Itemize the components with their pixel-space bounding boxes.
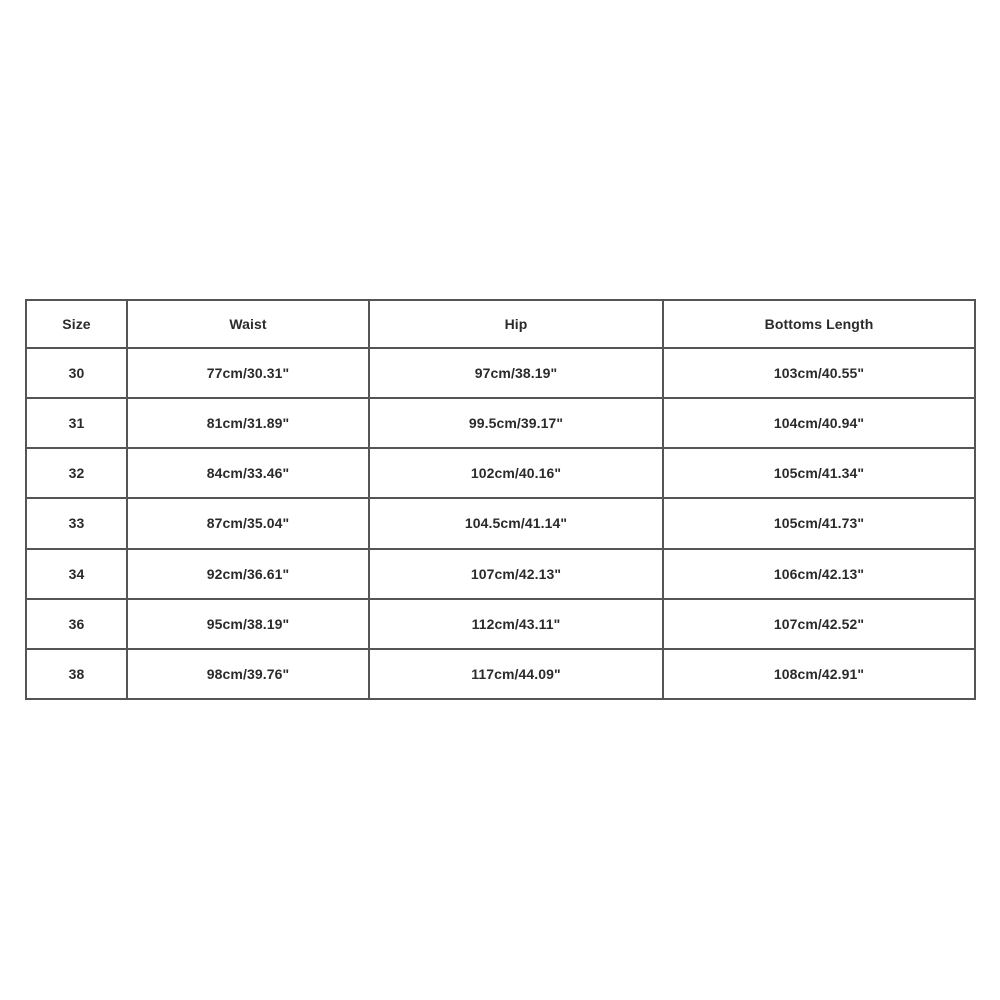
cell-bottoms-length: 104cm/40.94" (663, 398, 975, 448)
cell-waist: 87cm/35.04" (127, 498, 369, 548)
cell-waist: 98cm/39.76" (127, 649, 369, 699)
cell-size: 36 (26, 599, 127, 649)
cell-hip: 112cm/43.11" (369, 599, 663, 649)
table-header-row (26, 300, 975, 348)
header-size: Size (26, 300, 127, 348)
table-row (26, 398, 975, 448)
table-row (26, 649, 975, 699)
cell-hip: 107cm/42.13" (369, 549, 663, 599)
table-row (26, 498, 975, 548)
cell-hip: 99.5cm/39.17" (369, 398, 663, 448)
size-chart-table (25, 299, 976, 700)
cell-size: 38 (26, 649, 127, 699)
table-row (26, 448, 975, 498)
table-row (26, 599, 975, 649)
cell-hip: 117cm/44.09" (369, 649, 663, 699)
cell-bottoms-length: 103cm/40.55" (663, 348, 975, 398)
cell-waist: 92cm/36.61" (127, 549, 369, 599)
header-hip: Hip (369, 300, 663, 348)
cell-size: 30 (26, 348, 127, 398)
cell-hip: 102cm/40.16" (369, 448, 663, 498)
cell-bottoms-length: 106cm/42.13" (663, 549, 975, 599)
cell-size: 34 (26, 549, 127, 599)
cell-waist: 84cm/33.46" (127, 448, 369, 498)
cell-waist: 95cm/38.19" (127, 599, 369, 649)
table-row (26, 348, 975, 398)
cell-size: 32 (26, 448, 127, 498)
cell-size: 31 (26, 398, 127, 448)
cell-hip: 104.5cm/41.14" (369, 498, 663, 548)
cell-bottoms-length: 107cm/42.52" (663, 599, 975, 649)
header-bottoms-length: Bottoms Length (663, 300, 975, 348)
cell-bottoms-length: 108cm/42.91" (663, 649, 975, 699)
cell-waist: 77cm/30.31" (127, 348, 369, 398)
cell-waist: 81cm/31.89" (127, 398, 369, 448)
table-row (26, 549, 975, 599)
cell-hip: 97cm/38.19" (369, 348, 663, 398)
cell-bottoms-length: 105cm/41.73" (663, 498, 975, 548)
header-waist: Waist (127, 300, 369, 348)
cell-bottoms-length: 105cm/41.34" (663, 448, 975, 498)
cell-size: 33 (26, 498, 127, 548)
